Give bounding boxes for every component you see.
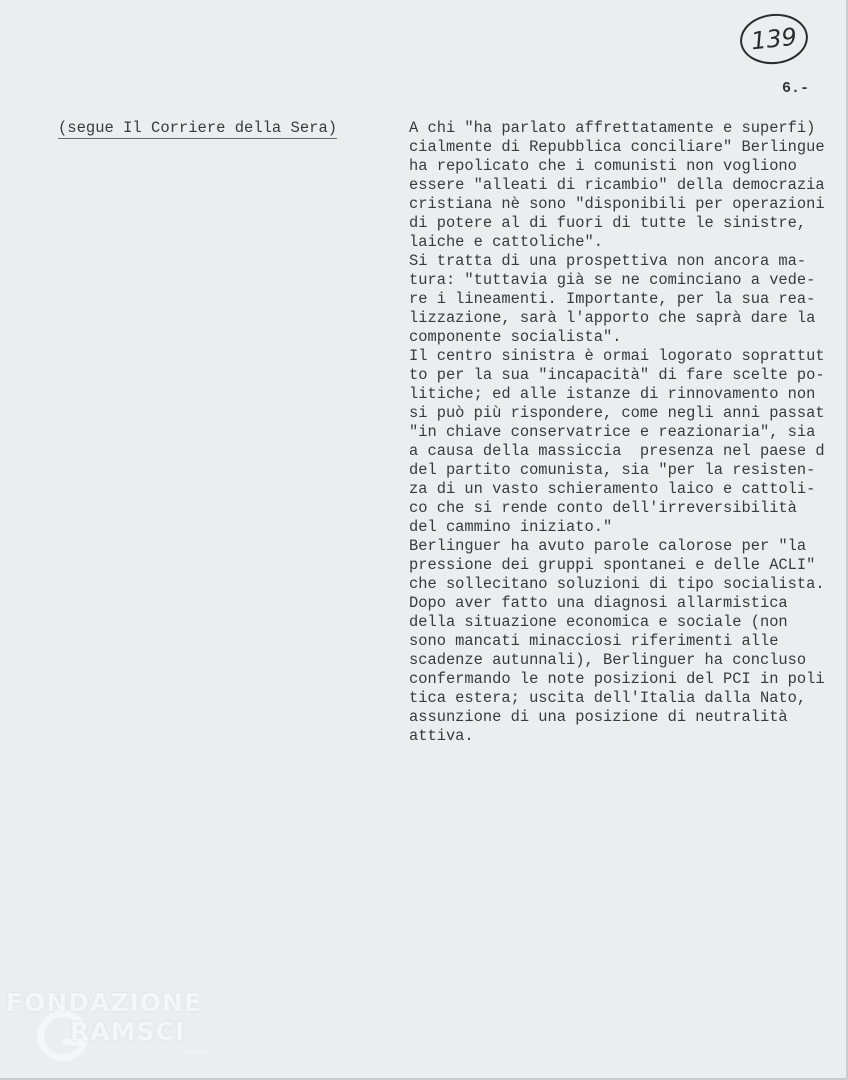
body-line: Il centro sinistra è ormai logorato soprattut: [409, 347, 825, 365]
section-heading: (segue Il Corriere della Sera): [58, 119, 338, 137]
watermark-line2: RAMSCI: [70, 1017, 186, 1046]
archive-number: 139: [749, 22, 799, 56]
body-line: co che si rende conto dell'irreversibilità: [409, 499, 797, 517]
body-line: attiva.: [409, 727, 474, 745]
body-line: del cammino iniziato.": [409, 518, 613, 536]
body-line: a causa della massiccia presenza nel paese d: [409, 442, 825, 460]
body-line: "in chiave conservatrice e reazionaria", sia: [409, 423, 816, 441]
body-line: ha repolicato che i comunisti non vogliono: [409, 157, 797, 175]
body-line: A chi "ha parlato affrettatamente e superfi): [409, 119, 816, 137]
body-line: cialmente di Repubblica conciliare" Berlingue: [409, 138, 825, 156]
body-line: Berlinguer ha avuto parole calorose per "la: [409, 537, 807, 555]
body-line: Si tratta di una prospettiva non ancora ma-: [409, 252, 807, 270]
body-line: lizzazione, sarà l'apporto che saprà dare la: [409, 309, 816, 327]
body-text: [409, 119, 848, 746]
body-line: sono mancati minacciosi riferimenti alle: [409, 632, 779, 650]
archive-number-stamp: [738, 11, 811, 68]
body-line: che sollecitano soluzioni di tipo socialista.: [409, 575, 825, 593]
body-line: pressione dei gruppi spontanei e delle ACLI": [409, 556, 816, 574]
body-line: to per la sua "incapacità" di fare scelte po-: [409, 366, 825, 384]
watermark-line1: FONDAZIONE: [6, 988, 203, 1017]
body-line: assunzione di una posizione di neutralità: [409, 708, 788, 726]
body-line: za di un vasto schieramento laico e cattoli-: [409, 480, 816, 498]
body-line: tura: "tuttavia già se ne cominciano a vede-: [409, 271, 816, 289]
body-line: di potere al di fuori di tutte le sinistre,: [409, 214, 807, 232]
body-line: cristiana nè sono "disponibili per operazioni: [409, 195, 825, 213]
body-line: scadenze autunnali), Berlinguer ha concluso: [409, 651, 807, 669]
page-number: 6.-: [782, 80, 810, 97]
fondazione-gramsci-watermark: [6, 988, 236, 1076]
body-line: confermando le note posizioni del PCI in poli: [409, 670, 825, 688]
body-line: tica estera; uscita dell'Italia dalla Nato,: [409, 689, 807, 707]
body-line: litiche; ed alle istanze di rinnovamento non: [409, 385, 816, 403]
body-line: re i lineamenti. Importante, per la sua rea-: [409, 290, 816, 308]
body-line: del partito comunista, sia "per la resisten-: [409, 461, 816, 479]
body-line: laiche e cattoliche".: [409, 233, 603, 251]
body-line: Dopo aver fatto una diagnosi allarmistica: [409, 594, 788, 612]
body-line: componente socialista".: [409, 328, 622, 346]
body-line: essere "alleati di ricambio" della democrazia: [409, 176, 825, 194]
body-line: della situazione economica e sociale (non: [409, 613, 788, 631]
body-line: si può più rispondere, come negli anni passat: [409, 404, 825, 422]
watermark-suffix: onlus: [184, 1048, 209, 1058]
